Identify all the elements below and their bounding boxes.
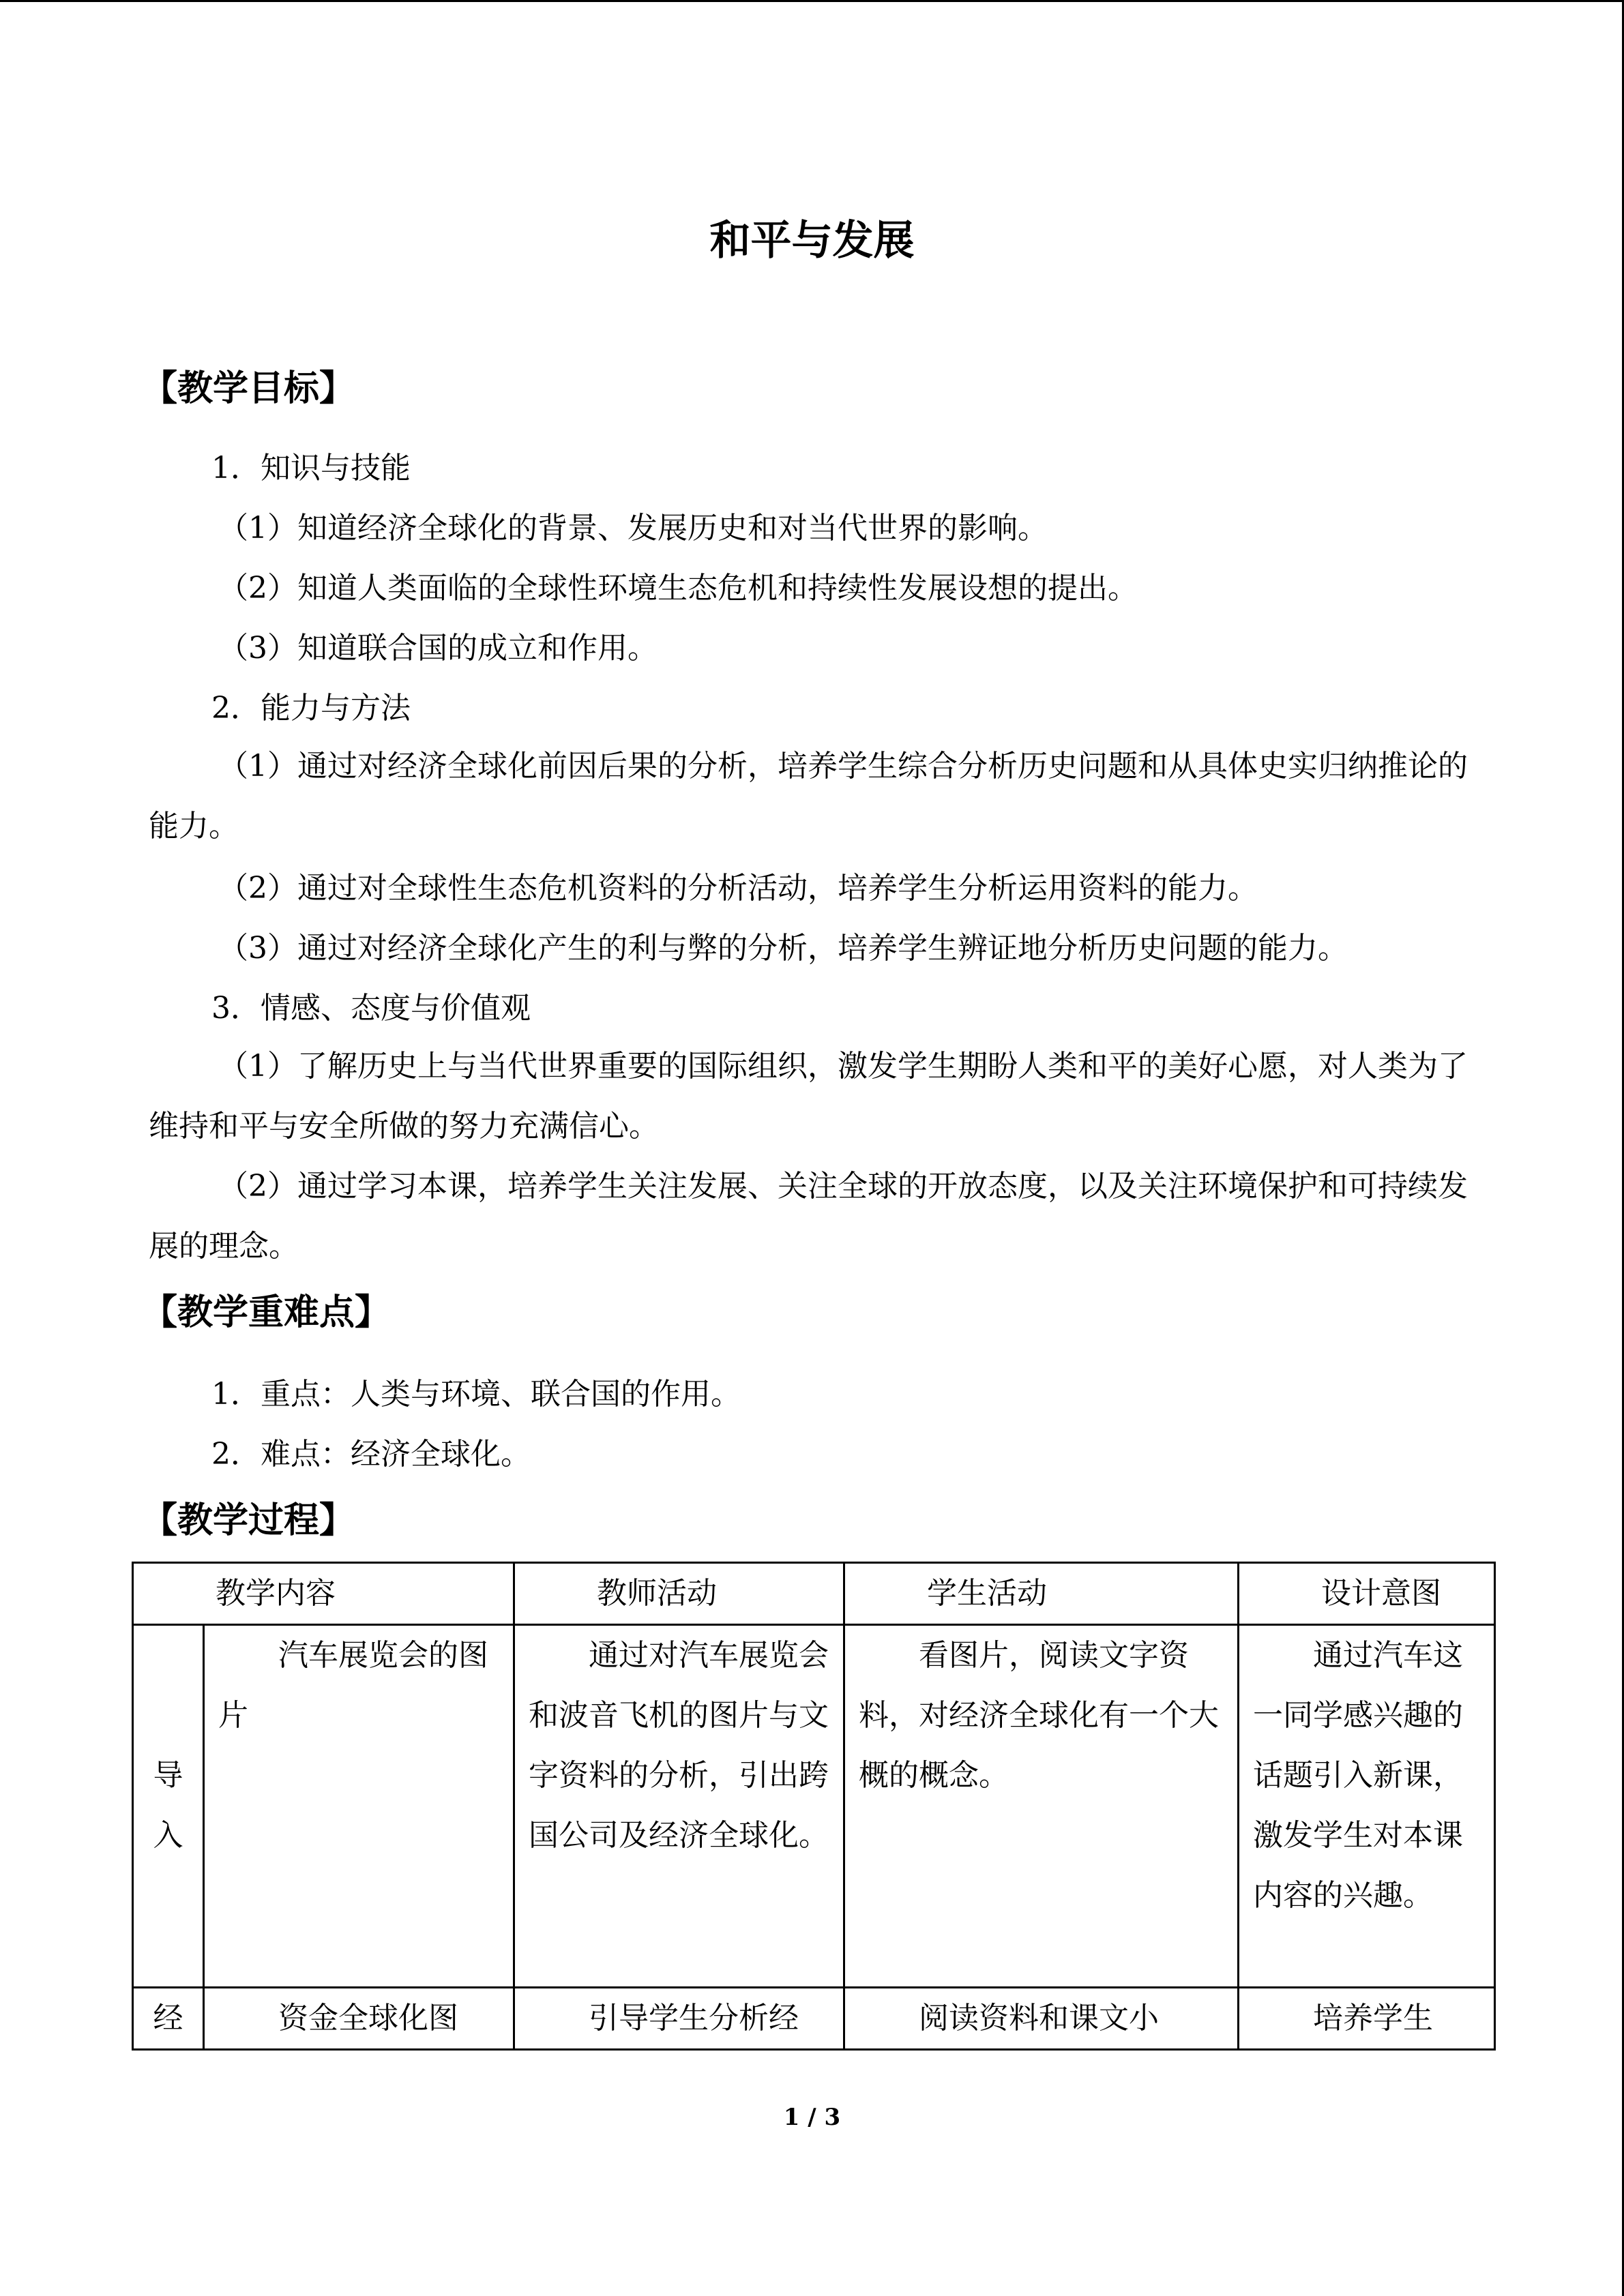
column-header: 学生活动 [844, 1563, 1239, 1625]
page-number: 1 / 3 [783, 2104, 841, 2131]
intent-cell: 通过汽车这一同学感兴趣的话题引入新课，激发学生对本课内容的兴趣。 [1239, 1625, 1495, 1988]
ability-item-3: （3）通过对经济全球化产生的利与弊的分析，培养学生辨证地分析历史问题的能力。 [218, 931, 1348, 966]
emotion-item-2: （2）通过学习本课，培养学生关注发展、关注全球的开放态度，以及关注环境保护和可持续发展的理念。 [149, 1169, 1468, 1264]
knowledge-item-1: （1）知道经济全球化的背景、发展历史和对当代世界的影响。 [218, 511, 1048, 546]
emotion-label: 3．情感、态度与价值观 [211, 991, 531, 1026]
page-title: 和平与发展 [709, 217, 915, 265]
stage-cell: 经 [133, 1988, 204, 2050]
key-point-1: 1．重点：人类与环境、联合国的作用。 [211, 1377, 741, 1412]
teacher-cell: 引导学生分析经 [514, 1988, 844, 2050]
table-row [133, 1625, 1495, 1988]
table-header-row [133, 1563, 1495, 1625]
ability-label: 2．能力与方法 [211, 691, 411, 726]
column-header: 教师活动 [514, 1563, 844, 1625]
table-row [133, 1988, 1495, 2050]
ability-item-2: （2）通过对全球性生态危机资料的分析活动，培养学生分析运用资料的能力。 [218, 871, 1258, 906]
column-header: 教学内容 [133, 1563, 514, 1625]
ability-item-1: （1）通过对经济全球化前因后果的分析，培养学生综合分析历史问题和从具体史实归纳推论的能力。 [149, 749, 1468, 844]
knowledge-item-3: （3）知道联合国的成立和作用。 [218, 631, 658, 666]
content-cell: 资金全球化图 [204, 1988, 514, 2050]
student-cell: 阅读资料和课文小 [844, 1988, 1239, 2050]
process-heading: 【教学过程】 [142, 1500, 355, 1541]
key-points-heading: 【教学重难点】 [142, 1292, 391, 1333]
column-header: 设计意图 [1239, 1563, 1495, 1625]
objectives-heading: 【教学目标】 [142, 368, 355, 409]
content-cell: 汽车展览会的图片 [204, 1625, 514, 1988]
student-cell: 看图片，阅读文字资料，对经济全球化有一个大概的概念。 [844, 1625, 1239, 1988]
stage-cell: 导入 [133, 1625, 204, 1988]
teacher-cell: 通过对汽车展览会和波音飞机的图片与文字资料的分析，引出跨国公司及经济全球化。 [514, 1625, 844, 1988]
knowledge-label: 1．知识与技能 [211, 451, 411, 486]
key-point-2: 2．难点：经济全球化。 [211, 1437, 531, 1472]
knowledge-item-2: （2）知道人类面临的全球性环境生态危机和持续性发展设想的提出。 [218, 571, 1138, 606]
emotion-item-1: （1）了解历史上与当代世界重要的国际组织，激发学生期盼人类和平的美好心愿，对人类为了维持和平与安全所做的努力充满信心。 [149, 1049, 1468, 1144]
process-table [132, 1562, 1496, 2051]
intent-cell: 培养学生 [1239, 1988, 1495, 2050]
page-border-top [0, 0, 1624, 2]
